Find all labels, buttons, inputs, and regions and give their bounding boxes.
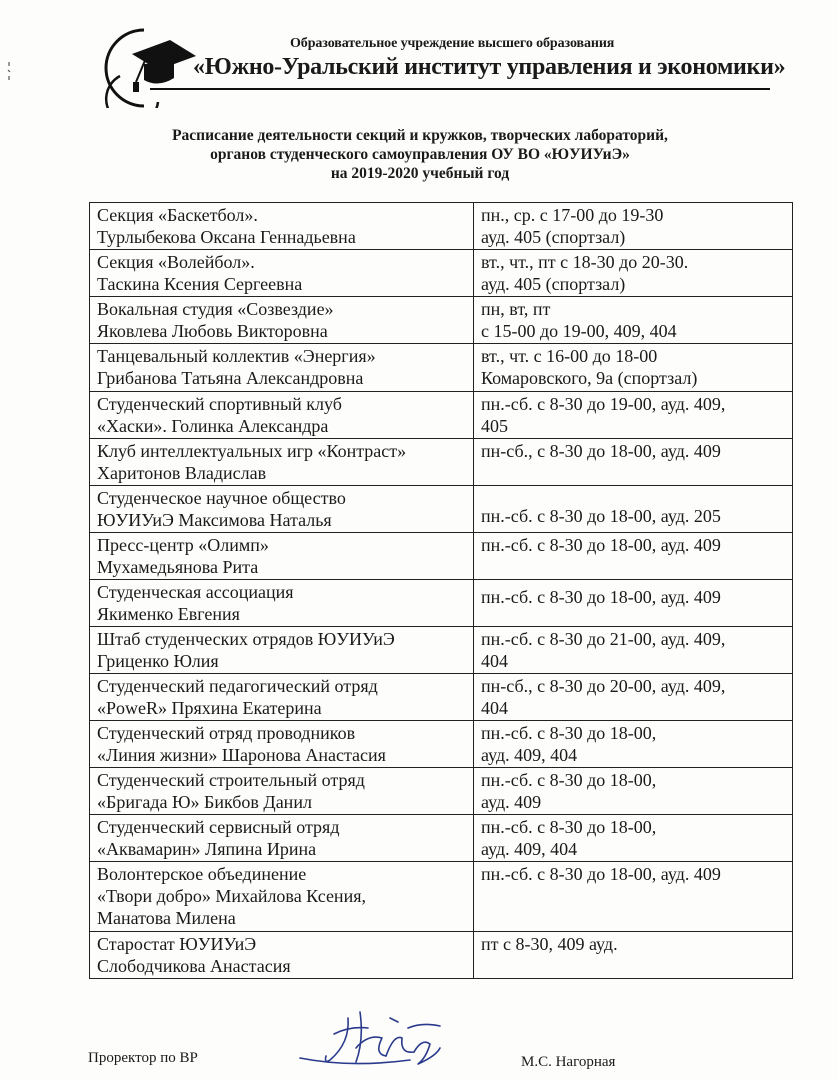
activity-cell: Студенческий педагогический отряд «PoweR» Пряхина Екатерина: [90, 674, 474, 721]
activity-cell: Студенческая ассоциация Якименко Евгения: [90, 580, 474, 627]
activity-cell: Студенческое научное общество ЮУИУиЭ Максимова Наталья: [90, 486, 474, 533]
activity-cell: Волонтерское объединение «Твори добро» Михайлова Ксения, Манатова Милена: [90, 862, 474, 932]
schedule-cell: пн.-сб. с 8-30 до 18-00, ауд. 409: [474, 862, 793, 932]
document-title-line: органов студенческого самоуправления ОУ ВО «ЮУИУиЭ»: [210, 146, 630, 163]
table-row: [90, 932, 793, 979]
table-row: [90, 533, 793, 580]
document-title: [60, 126, 780, 183]
activity-cell: Старостат ЮУИУиЭ Слободчикова Анастасия: [90, 932, 474, 979]
activity-cell: Секция «Волейбол». Таскина Ксения Сергеевна: [90, 250, 474, 297]
table-row: [90, 768, 793, 815]
table-row: [90, 815, 793, 862]
activity-cell: Штаб студенческих отрядов ЮУИУиЭ Гриценко Юлия: [90, 627, 474, 674]
table-row: [90, 674, 793, 721]
table-row: [90, 344, 793, 392]
schedule-cell: пн.-сб. с 8-30 до 18-00, ауд. 409, 404: [474, 721, 793, 768]
activity-cell: Студенческий спортивный клуб «Хаски». Голинка Александра: [90, 392, 474, 439]
schedule-cell: пн.-сб. с 8-30 до 19-00, ауд. 409, 405: [474, 392, 793, 439]
schedule-cell: пн.-сб. с 8-30 до 18-00, ауд. 409: [474, 533, 793, 580]
table-row: [90, 862, 793, 932]
table-row: [90, 486, 793, 533]
table-row: [90, 203, 793, 250]
table-row: [90, 439, 793, 486]
schedule-cell: пн.-сб. с 8-30 до 18-00, ауд. 409, 404: [474, 815, 793, 862]
table-row: [90, 580, 793, 627]
table-row: [90, 627, 793, 674]
schedule-cell: пн-сб., с 8-30 до 20-00, ауд. 409, 404: [474, 674, 793, 721]
margin-mark: [4, 60, 14, 84]
schedule-cell: пн.-сб. с 8-30 до 18-00, ауд. 205: [474, 486, 793, 533]
activity-cell: Студенческий отряд проводников «Линия жизни» Шаронова Анастасия: [90, 721, 474, 768]
schedule-cell: вт., чт., пт с 18-30 до 20-30. ауд. 405 (спортзал): [474, 250, 793, 297]
schedule-cell: пн.-сб. с 8-30 до 21-00, ауд. 409, 404: [474, 627, 793, 674]
schedule-cell: пн.-сб. с 8-30 до 18-00, ауд. 409: [474, 768, 793, 815]
signatory-name: М.С. Нагорная: [521, 1054, 616, 1070]
table-row: [90, 721, 793, 768]
activity-cell: Вокальная студия «Созвездие» Яковлева Любовь Викторовна: [90, 297, 474, 344]
org-title: «Южно-Уральский институт управления и экономики»: [193, 54, 786, 80]
activity-cell: Студенческий сервисный отряд «Аквамарин» Ляпина Ирина: [90, 815, 474, 862]
table-row: [90, 392, 793, 439]
schedule-table: [89, 202, 793, 979]
schedule-cell: вт., чт. с 16-00 до 18-00 Комаровского, 9а (спортзал): [474, 344, 793, 392]
org-subtitle: Образовательное учреждение высшего образования: [290, 36, 615, 51]
institute-logo-icon: [100, 20, 200, 108]
schedule-cell: пт с 8-30, 409 ауд.: [474, 932, 793, 979]
activity-cell: Студенческий строительный отряд «Бригада Ю» Бикбов Данил: [90, 768, 474, 815]
handwritten-signature: [290, 998, 480, 1080]
signatory-position: Проректор по ВР: [88, 1050, 198, 1066]
activity-cell: Секция «Баскетбол». Турлыбекова Оксана Геннадьевна: [90, 203, 474, 250]
activity-cell: Танцевальный коллектив «Энергия» Грибанова Татьяна Александровна: [90, 344, 474, 392]
schedule-cell: пн.-сб. с 8-30 до 18-00, ауд. 409: [474, 580, 793, 627]
table-row: [90, 297, 793, 344]
schedule-cell: пн-сб., с 8-30 до 18-00, ауд. 409: [474, 439, 793, 486]
document-title-line: на 2019-2020 учебный год: [330, 165, 510, 182]
activity-cell: Клуб интеллектуальных игр «Контраст» Харитонов Владислав: [90, 439, 474, 486]
table-row: [90, 250, 793, 297]
activity-cell: Пресс-центр «Олимп» Мухамедьянова Рита: [90, 533, 474, 580]
document-title-line: Расписание деятельности секций и кружков, творческих лабораторий,: [172, 127, 668, 144]
schedule-cell: пн., ср. с 17-00 до 19-30 ауд. 405 (спортзал): [474, 203, 793, 250]
header-divider: [150, 88, 770, 90]
schedule-cell: пн, вт, пт с 15-00 до 19-00, 409, 404: [474, 297, 793, 344]
